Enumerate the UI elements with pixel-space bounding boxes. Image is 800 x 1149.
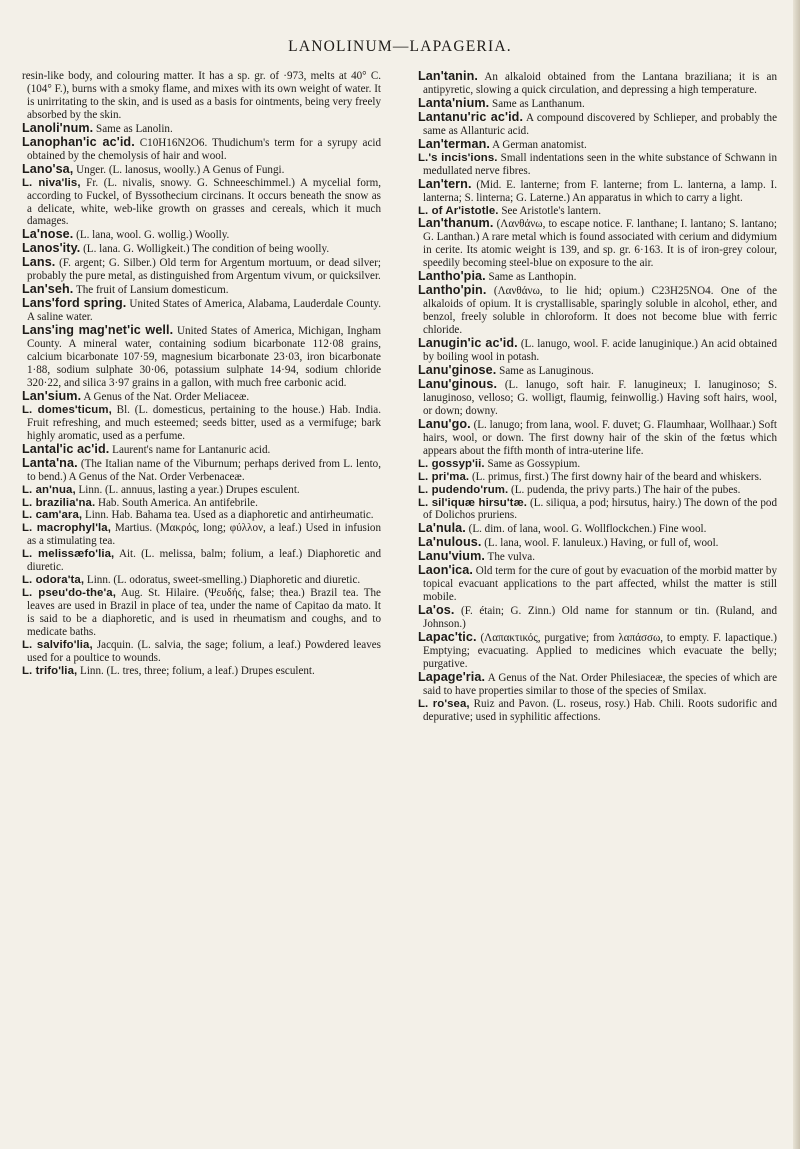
scan-edge bbox=[793, 0, 800, 1149]
entry-headword: Lanu'go. bbox=[418, 416, 471, 431]
entry-headword: L. an'nua, bbox=[22, 483, 76, 496]
entry-definition: Linn. (L. odoratus, sweet-smelling.) Diaphoretic and diuretic. bbox=[84, 574, 361, 587]
entry-definition: Same as Lanolin. bbox=[93, 122, 173, 135]
dictionary-entry bbox=[418, 337, 777, 364]
entry-headword: La'nose. bbox=[22, 227, 74, 242]
entry-definition: Aug. St. Hilaire. (Ψευδής, false; thea.) Brazil tea. The leaves are used in Brazil in place of tea, under the name of Capitao da mato. It is said to be a diaphoretic, and is used in rheumatism and coughs, and to medicate baths. bbox=[27, 587, 381, 639]
dictionary-entry bbox=[418, 471, 777, 484]
entry-headword: Lanos'ity. bbox=[22, 241, 81, 256]
entry-definition: Ait. (L. melissa, balm; folium, a leaf.) Diaphoretic and diuretic. bbox=[27, 548, 382, 574]
entry-headword: Lan'seh. bbox=[22, 282, 74, 297]
entry-definition: (L. lanugo; from lana, wool. F. duvet; G. Flaumhaar, Wollhaar.) Soft hairs, wool, or down. The first downy hair of the skin of the fœtus which appears about the fifth month of intra-uterine life. bbox=[423, 418, 777, 457]
entry-headword: L. domes'ticum, bbox=[22, 403, 112, 416]
dictionary-entry bbox=[22, 404, 381, 443]
entry-definition: A Genus of the Nat. Order Philesiaceæ, the species of which are said to have properties similar to those of the species of Smilax. bbox=[423, 671, 777, 697]
entry-headword: L. sil'iquæ hirsu'tæ. bbox=[418, 496, 528, 509]
dictionary-entry bbox=[22, 256, 381, 283]
left-column bbox=[22, 70, 381, 678]
dictionary-entry bbox=[418, 497, 777, 523]
entry-headword: Lanugin'ic ac'id. bbox=[418, 336, 518, 351]
dictionary-entry bbox=[418, 70, 777, 97]
entry-definition: (Λανθάνω, to lie hid; opium.) C23H25NO4. One of the alkaloids of opium. It is crystallisable, sparingly soluble in alcohol, ether, and benzol, freely soluble in chloroform. It does not become blue with ferric chloride. bbox=[423, 285, 777, 337]
dictionary-entry bbox=[22, 574, 381, 587]
entry-definition: Linn. Hab. Bahama tea. Used as a diaphoretic and antirheumatic. bbox=[82, 509, 374, 522]
entry-headword: L. of Ar'istotle. bbox=[418, 204, 499, 217]
entry-definition: (L. lana, wool. G. wollig.) Woolly. bbox=[73, 229, 230, 242]
entry-definition: (F. étain; G. Zinn.) Old name for stannum or tin. (Ruland, and Johnson.) bbox=[423, 605, 777, 631]
dictionary-entry bbox=[22, 443, 381, 457]
entry-headword: L. ro'sea, bbox=[418, 697, 470, 710]
dictionary-entry bbox=[418, 378, 777, 418]
entry-definition: Unger. (L. lanosus, woolly.) A Genus of Fungi. bbox=[73, 163, 285, 176]
entry-definition: (L. lana. G. Wolligkeit.) The condition of being woolly. bbox=[80, 243, 330, 256]
dictionary-entry bbox=[22, 587, 381, 639]
entry-headword: L. pudendo'rum. bbox=[418, 483, 509, 496]
entry-definition: Ruiz and Pavon. (L. roseus, rosy.) Hab. Chili. Roots sudorific and depurative; used in syphilitic affections. bbox=[423, 697, 777, 723]
entry-definition: (L. lana, wool. F. lanuleux.) Having, or full of, wool. bbox=[481, 537, 719, 550]
entry-headword: Lan'thanum. bbox=[418, 216, 494, 231]
dictionary-entry bbox=[22, 509, 381, 522]
entry-definition: Linn. (L. tres, three; folium, a leaf.) Drupes esculent. bbox=[77, 664, 315, 677]
dictionary-entry bbox=[418, 458, 777, 471]
entry-headword: Lanu'vium. bbox=[418, 549, 485, 564]
dictionary-entry bbox=[418, 671, 777, 698]
entry-headword: Lan'tern. bbox=[418, 176, 472, 191]
entry-definition: (L. lanugo, wool. F. acide lanuginique.) An acid obtained by boiling wool in potash. bbox=[423, 338, 777, 364]
entry-headword: L. macrophyl'la, bbox=[22, 522, 111, 535]
dictionary-entry bbox=[418, 484, 777, 497]
entry-definition: Bl. (L. domesticus, pertaining to the house.) Hab. India. Fruit refreshing, and much esteemed; seeds bitter, used as a vermifuge; bark highly aromatic, used as a perfume. bbox=[27, 403, 381, 442]
entry-definition: Same as Lanthanum. bbox=[489, 97, 585, 110]
dictionary-entry bbox=[418, 138, 777, 152]
dictionary-entry bbox=[22, 228, 381, 242]
entry-definition: (Λαπακτικός, purgative; from λαπάσσω, to empty. F. lapactique.) Emptying; evacuating. Applied to medicines which evacuate the belly; purgative. bbox=[423, 632, 777, 670]
entry-definition: Same as Lanthopin. bbox=[485, 271, 577, 284]
entry-headword: L. trifo'lia, bbox=[22, 664, 78, 677]
dictionary-entry bbox=[418, 631, 777, 671]
entry-definition: United States of America, Alabama, Lauderdale County. A saline water. bbox=[27, 298, 381, 324]
entry-headword: L. odora'ta, bbox=[22, 574, 85, 587]
entry-definition: United States of America, Michigan, Ingham County. A mineral water, containing sodium bicarbonate 112·08 grains, calcium bicarbonate 107·59, magnesium bicarbonate 23·03, iron bicarbonate 1·88, sodium sulphate 30·06, potassium sulphate 14·94, sodium chloride 320·22, and silica 3·97 grains in a gallon, with much free carbonic acid. bbox=[27, 325, 381, 389]
dictionary-entry bbox=[22, 283, 381, 297]
entry-headword: L. niva'lis, bbox=[22, 176, 81, 189]
dictionary-entry bbox=[22, 639, 381, 665]
entry-headword: Lapage'ria. bbox=[418, 669, 486, 684]
entry-headword: La'os. bbox=[418, 603, 455, 618]
entry-headword: Lanophan'ic ac'id. bbox=[22, 134, 135, 149]
entry-headword: L. salvifo'lia, bbox=[22, 638, 93, 651]
dictionary-entry bbox=[418, 564, 777, 604]
entry-definition: (The Italian name of the Viburnum; perhaps derived from L. lento, to bend.) A Genus of the Nat. Order Verbenaceæ. bbox=[27, 457, 381, 483]
entry-definition: Martius. (Μακρός, long; φύλλον, a leaf.) Used in infusion as a stimulating tea. bbox=[27, 522, 381, 548]
entry-headword: L. pri'ma. bbox=[418, 470, 470, 483]
entry-definition: (L. siliqua, a pod; hirsutus, hairy.) The down of the pod of Dolichos pruriens. bbox=[423, 496, 778, 522]
entry-headword: Lans'ing mag'net'ic well. bbox=[22, 323, 174, 338]
right-column bbox=[418, 70, 777, 724]
entry-headword: Lantho'pin. bbox=[418, 283, 487, 298]
entry-headword: Lans. bbox=[22, 255, 56, 270]
dictionary-entry bbox=[418, 284, 777, 337]
entry-definition: Linn. (L. annuus, lasting a year.) Drupes esculent. bbox=[75, 483, 300, 496]
dictionary-entry bbox=[22, 177, 381, 229]
dictionary-entry bbox=[22, 297, 381, 324]
entry-definition: (L. lanugo, soft hair. F. lanugineux; I. lanuginoso; S. lanuginoso, velloso; G. wolligt, flaumig, feinwollig.) Having soft hairs, wool, or down; downy. bbox=[423, 378, 777, 417]
entry-headword: L. brazilia'na. bbox=[22, 496, 96, 509]
dictionary-entry bbox=[418, 522, 777, 536]
entry-definition: Small indentations seen in the white substance of Schwann in medullated nerve fibres. bbox=[423, 151, 778, 177]
dictionary-entry bbox=[22, 457, 381, 484]
entry-headword: Lanta'na. bbox=[22, 455, 78, 470]
dictionary-entry bbox=[418, 418, 777, 458]
entry-headword: Lanu'ginous. bbox=[418, 376, 498, 391]
entry-definition: resin-like body, and colouring matter. It has a sp. gr. of ·973, melts at 40° C. (104° F.), burns with a smoky flame, and mixes with its own weight of water. It is unirritating to the skin, and is used as a basis for ointments, being very freely absorbed by the skin. bbox=[22, 70, 381, 121]
entry-headword: L.'s incis'ions. bbox=[418, 151, 498, 164]
entry-headword: Lans'ford spring. bbox=[22, 296, 127, 311]
entry-headword: Lanoli'num. bbox=[22, 120, 94, 135]
dictionary-entry bbox=[22, 70, 381, 122]
entry-definition: An alkaloid obtained from the Lantana braziliana; it is an antipyretic, slowing a quick circulation, and depressing a high temperature. bbox=[423, 71, 777, 96]
dictionary-entry bbox=[22, 122, 381, 136]
dictionary-entry bbox=[418, 550, 777, 564]
dictionary-entry bbox=[418, 97, 777, 111]
entry-definition: A German anatomist. bbox=[489, 138, 587, 151]
entry-definition: Same as Gossypium. bbox=[484, 457, 581, 470]
entry-definition: Same as Lanuginous. bbox=[496, 364, 594, 377]
entry-headword: Laon'ica. bbox=[418, 563, 473, 578]
entry-headword: Lanu'ginose. bbox=[418, 362, 497, 377]
dictionary-entry bbox=[22, 665, 381, 678]
entry-definition: Hab. South America. An antifebrile. bbox=[95, 496, 258, 509]
dictionary-entry bbox=[418, 152, 777, 178]
entry-headword: L. pseu'do-the'a, bbox=[22, 587, 116, 600]
dictionary-entry bbox=[22, 548, 381, 574]
entry-headword: L. melissæfo'lia, bbox=[22, 548, 115, 561]
entry-headword: Lan'tanin. bbox=[418, 69, 478, 83]
entry-definition: (Λανθάνω, to escape notice. F. lanthane; I. lantano; S. lantano; G. Lanthan.) A rare metal which is found associated with cerium and didymium in cerite. Its atomic weight is 139, and sp. gr. 6·163. It is of iron-grey colour, speedily becoming steel-blue on exposure to the air. bbox=[423, 218, 777, 270]
entry-definition: See Aristotle's lantern. bbox=[498, 204, 602, 217]
dictionary-entry bbox=[418, 111, 777, 138]
entry-definition: (F. argent; G. Silber.) Old term for Argentum mortuum, or dead silver; probably the pure metal, as distinguished from Argentum vivum, or quicksilver. bbox=[27, 257, 381, 283]
entry-headword: Lan'sium. bbox=[22, 388, 82, 403]
entry-definition: Fr. (L. nivalis, snowy. G. Schneeschimmel.) A mycelial form, according to Fuckel, of Byssothecium circinans. It occurs beneath the snow as a delicate, white, web-like growth on grasses and cereals, which it much damages. bbox=[27, 176, 381, 228]
entry-definition: (L. dim. of lana, wool. G. Wollflockchen.) Fine wool. bbox=[465, 523, 707, 536]
entry-definition: (Mid. E. lanterne; from F. lanterne; from L. lanterna, a lamp. I. lanterna; S. linterna; G. Laterne.) An apparatus in which to carry a light. bbox=[423, 178, 777, 204]
dictionary-entry bbox=[22, 163, 381, 177]
dictionary-entry bbox=[418, 270, 777, 284]
dictionary-entry bbox=[418, 604, 777, 631]
entry-headword: Lantanu'ric ac'id. bbox=[418, 109, 524, 124]
entry-definition: The fruit of Lansium domesticum. bbox=[73, 284, 229, 297]
dictionary-entry bbox=[22, 522, 381, 548]
entry-definition: (L. primus, first.) The first downy hair of the beard and whiskers. bbox=[469, 470, 762, 483]
entry-definition: (L. pudenda, the privy parts.) The hair of the pubes. bbox=[508, 483, 741, 496]
dictionary-entry bbox=[418, 178, 777, 205]
dictionary-entry bbox=[418, 698, 777, 724]
entry-definition: Old term for the cure of gout by evacuation of the morbid matter by topical evacuant applications to the part affected, whilst the matter is still mobile. bbox=[423, 565, 777, 604]
entry-definition: The vulva. bbox=[484, 551, 535, 564]
entry-headword: Lano'sa, bbox=[22, 161, 74, 176]
entry-headword: Lanta'nium. bbox=[418, 95, 490, 110]
entry-definition: Jacquin. (L. salvia, the sage; folium, a leaf.) Powdered leaves used for a poultice to wounds. bbox=[27, 638, 381, 664]
dictionary-entry bbox=[22, 136, 381, 163]
entry-definition: A Genus of the Nat. Order Meliaceæ. bbox=[81, 390, 250, 403]
entry-headword: La'nulous. bbox=[418, 535, 482, 550]
entry-headword: L. cam'ara, bbox=[22, 509, 83, 522]
dictionary-entry bbox=[418, 217, 777, 270]
dictionary-entry bbox=[22, 242, 381, 256]
dictionary-entry bbox=[22, 324, 381, 390]
entry-definition: A compound discovered by Schlieper, and probably the same as Allanturic acid. bbox=[423, 111, 777, 137]
entry-headword: Lapac'tic. bbox=[418, 630, 477, 645]
running-head: LANOLINUM—LAPAGERIA. bbox=[288, 38, 512, 55]
entry-definition: Laurent's name for Lantanuric acid. bbox=[109, 443, 271, 456]
entry-headword: Lan'terman. bbox=[418, 136, 490, 151]
entry-headword: Lantho'pia. bbox=[418, 269, 486, 284]
dictionary-entry bbox=[22, 497, 381, 510]
dictionary-entry bbox=[22, 390, 381, 404]
entry-headword: La'nula. bbox=[418, 521, 466, 536]
dictionary-entry bbox=[22, 484, 381, 497]
entry-headword: Lantal'ic ac'id. bbox=[22, 441, 110, 456]
entry-headword: L. gossyp'ii. bbox=[418, 457, 485, 470]
dictionary-entry bbox=[418, 364, 777, 378]
entry-definition: C10H16N2O6. Thudichum's term for a syrupy acid obtained by the chemolysis of hair and wool. bbox=[27, 136, 382, 162]
dictionary-entry bbox=[418, 536, 777, 550]
